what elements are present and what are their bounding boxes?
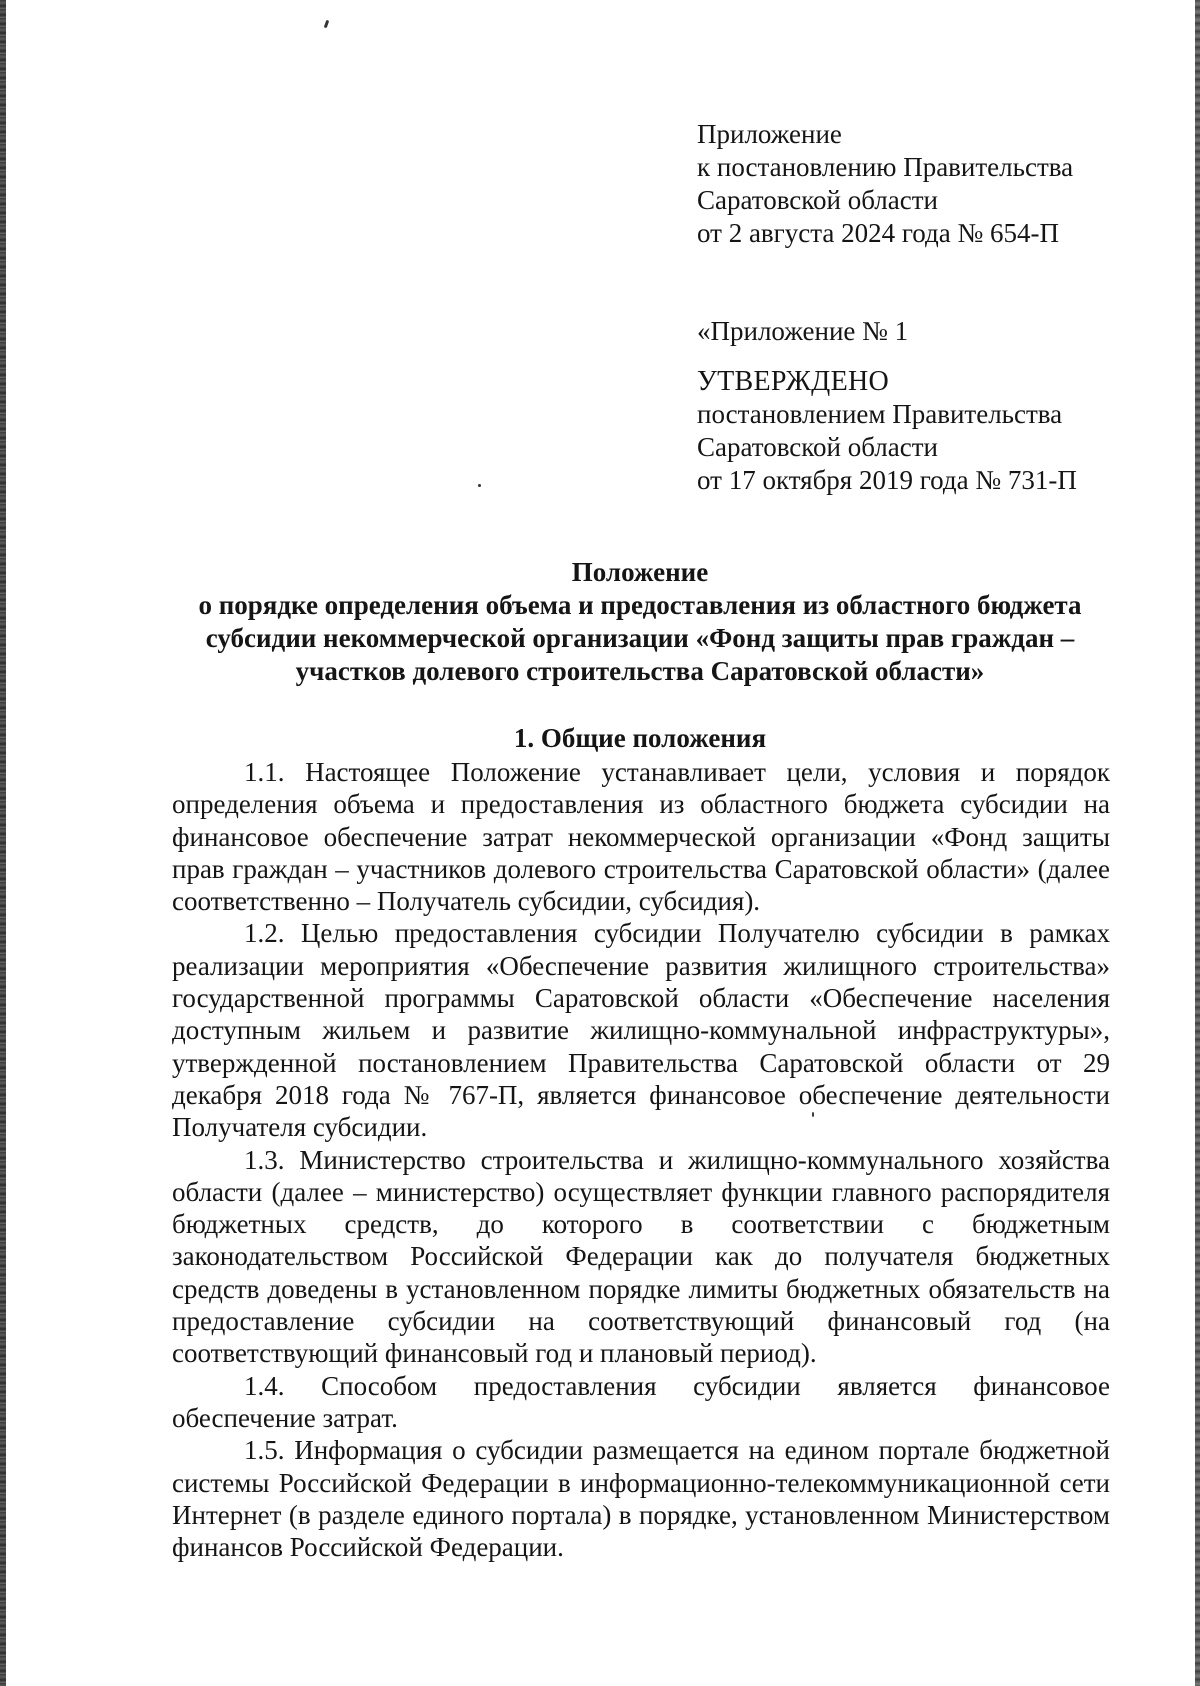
paragraph-1-1: 1.1. Настоящее Положение устанавливает цели, условия и порядок определения объема и предоставления из областного бюджета субсидии на финансовое обеспечение затрат некоммерческой организации «Фонд защиты прав граждан – участников долевого строительства Саратовской области» (далее соответственно – Получатель субсидии, субсидия). [172, 757, 1110, 917]
paragraph-1-2: 1.2. Целью предоставления субсидии Получателю субсидии в рамках реализации мероприятия «Обеспечение развития жилищного строительства» государственной программы Саратовской области «Обеспечение населения доступным жильем и развитие жилищно-коммунальной инфраструктуры», утвержденной постановлением Правительства Саратовской области от 29 декабря 2018 года № 767-П, является финансовое обеспечение деятельности Получателя субсидии. [172, 918, 1110, 1143]
scan-edge-left [0, 0, 6, 1686]
approved-date-number: от 17 октября 2019 года № 731-П [697, 465, 1077, 495]
section-body [172, 756, 1110, 1563]
scan-edge-right [1195, 0, 1200, 1686]
appendix-header [697, 118, 1073, 250]
paragraph-1-3: 1.3. Министерство строительства и жилищно-коммунального хозяйства области (далее – министерство) осуществляет функции главного распорядителя бюджетных средств, до которого в соответствии с бюджетным законодательством Российской Федерации как до получателя бюджетных средств доведены в установленном порядке лимиты бюджетных обязательств на предоставление субсидии на соответствующий финансовый год (на соответствующий финансовый год и плановый период). [172, 1144, 1110, 1369]
appendix-to-resolution: к постановлению Правительства [697, 152, 1074, 182]
appendix-label: Приложение [697, 119, 842, 149]
approved-stamp-text: УТВЕРЖДЕНО [697, 366, 890, 397]
scan-speck [478, 484, 481, 487]
scan-speck [324, 20, 330, 29]
document-title [150, 556, 1130, 688]
approved-region: Саратовской области [697, 432, 938, 462]
appendix-region: Саратовской области [697, 185, 938, 215]
paragraph-1-4: 1.4. Способом предоставления субсидии является финансовое обеспечение затрат. [172, 1370, 1110, 1433]
title-line-4: участков долевого строительства Саратовской области» [295, 656, 985, 686]
approval-block [697, 365, 1077, 497]
approved-by-resolution: постановлением Правительства [697, 399, 1063, 429]
appendix-date-number: от 2 августа 2024 года № 654-П [697, 218, 1059, 248]
title-line-2: о порядке определения объема и предоставления из областного бюджета [198, 590, 1082, 620]
appendix-number: «Приложение № 1 [697, 316, 909, 346]
section-heading: 1. Общие положения [513, 723, 767, 753]
paragraph-1-5: 1.5. Информация о субсидии размещается на едином портале бюджетной системы Российской Федерации в информационно-телекоммуникационной сети Интернет (в разделе единого портала) в порядке, установленном Министерством финансов Российской Федерации. [172, 1435, 1110, 1563]
appendix-number-block [697, 315, 908, 348]
title-line-3: субсидии некоммерческой организации «Фонд защиты прав граждан – [205, 623, 1075, 653]
title-line-1: Положение [571, 557, 709, 587]
